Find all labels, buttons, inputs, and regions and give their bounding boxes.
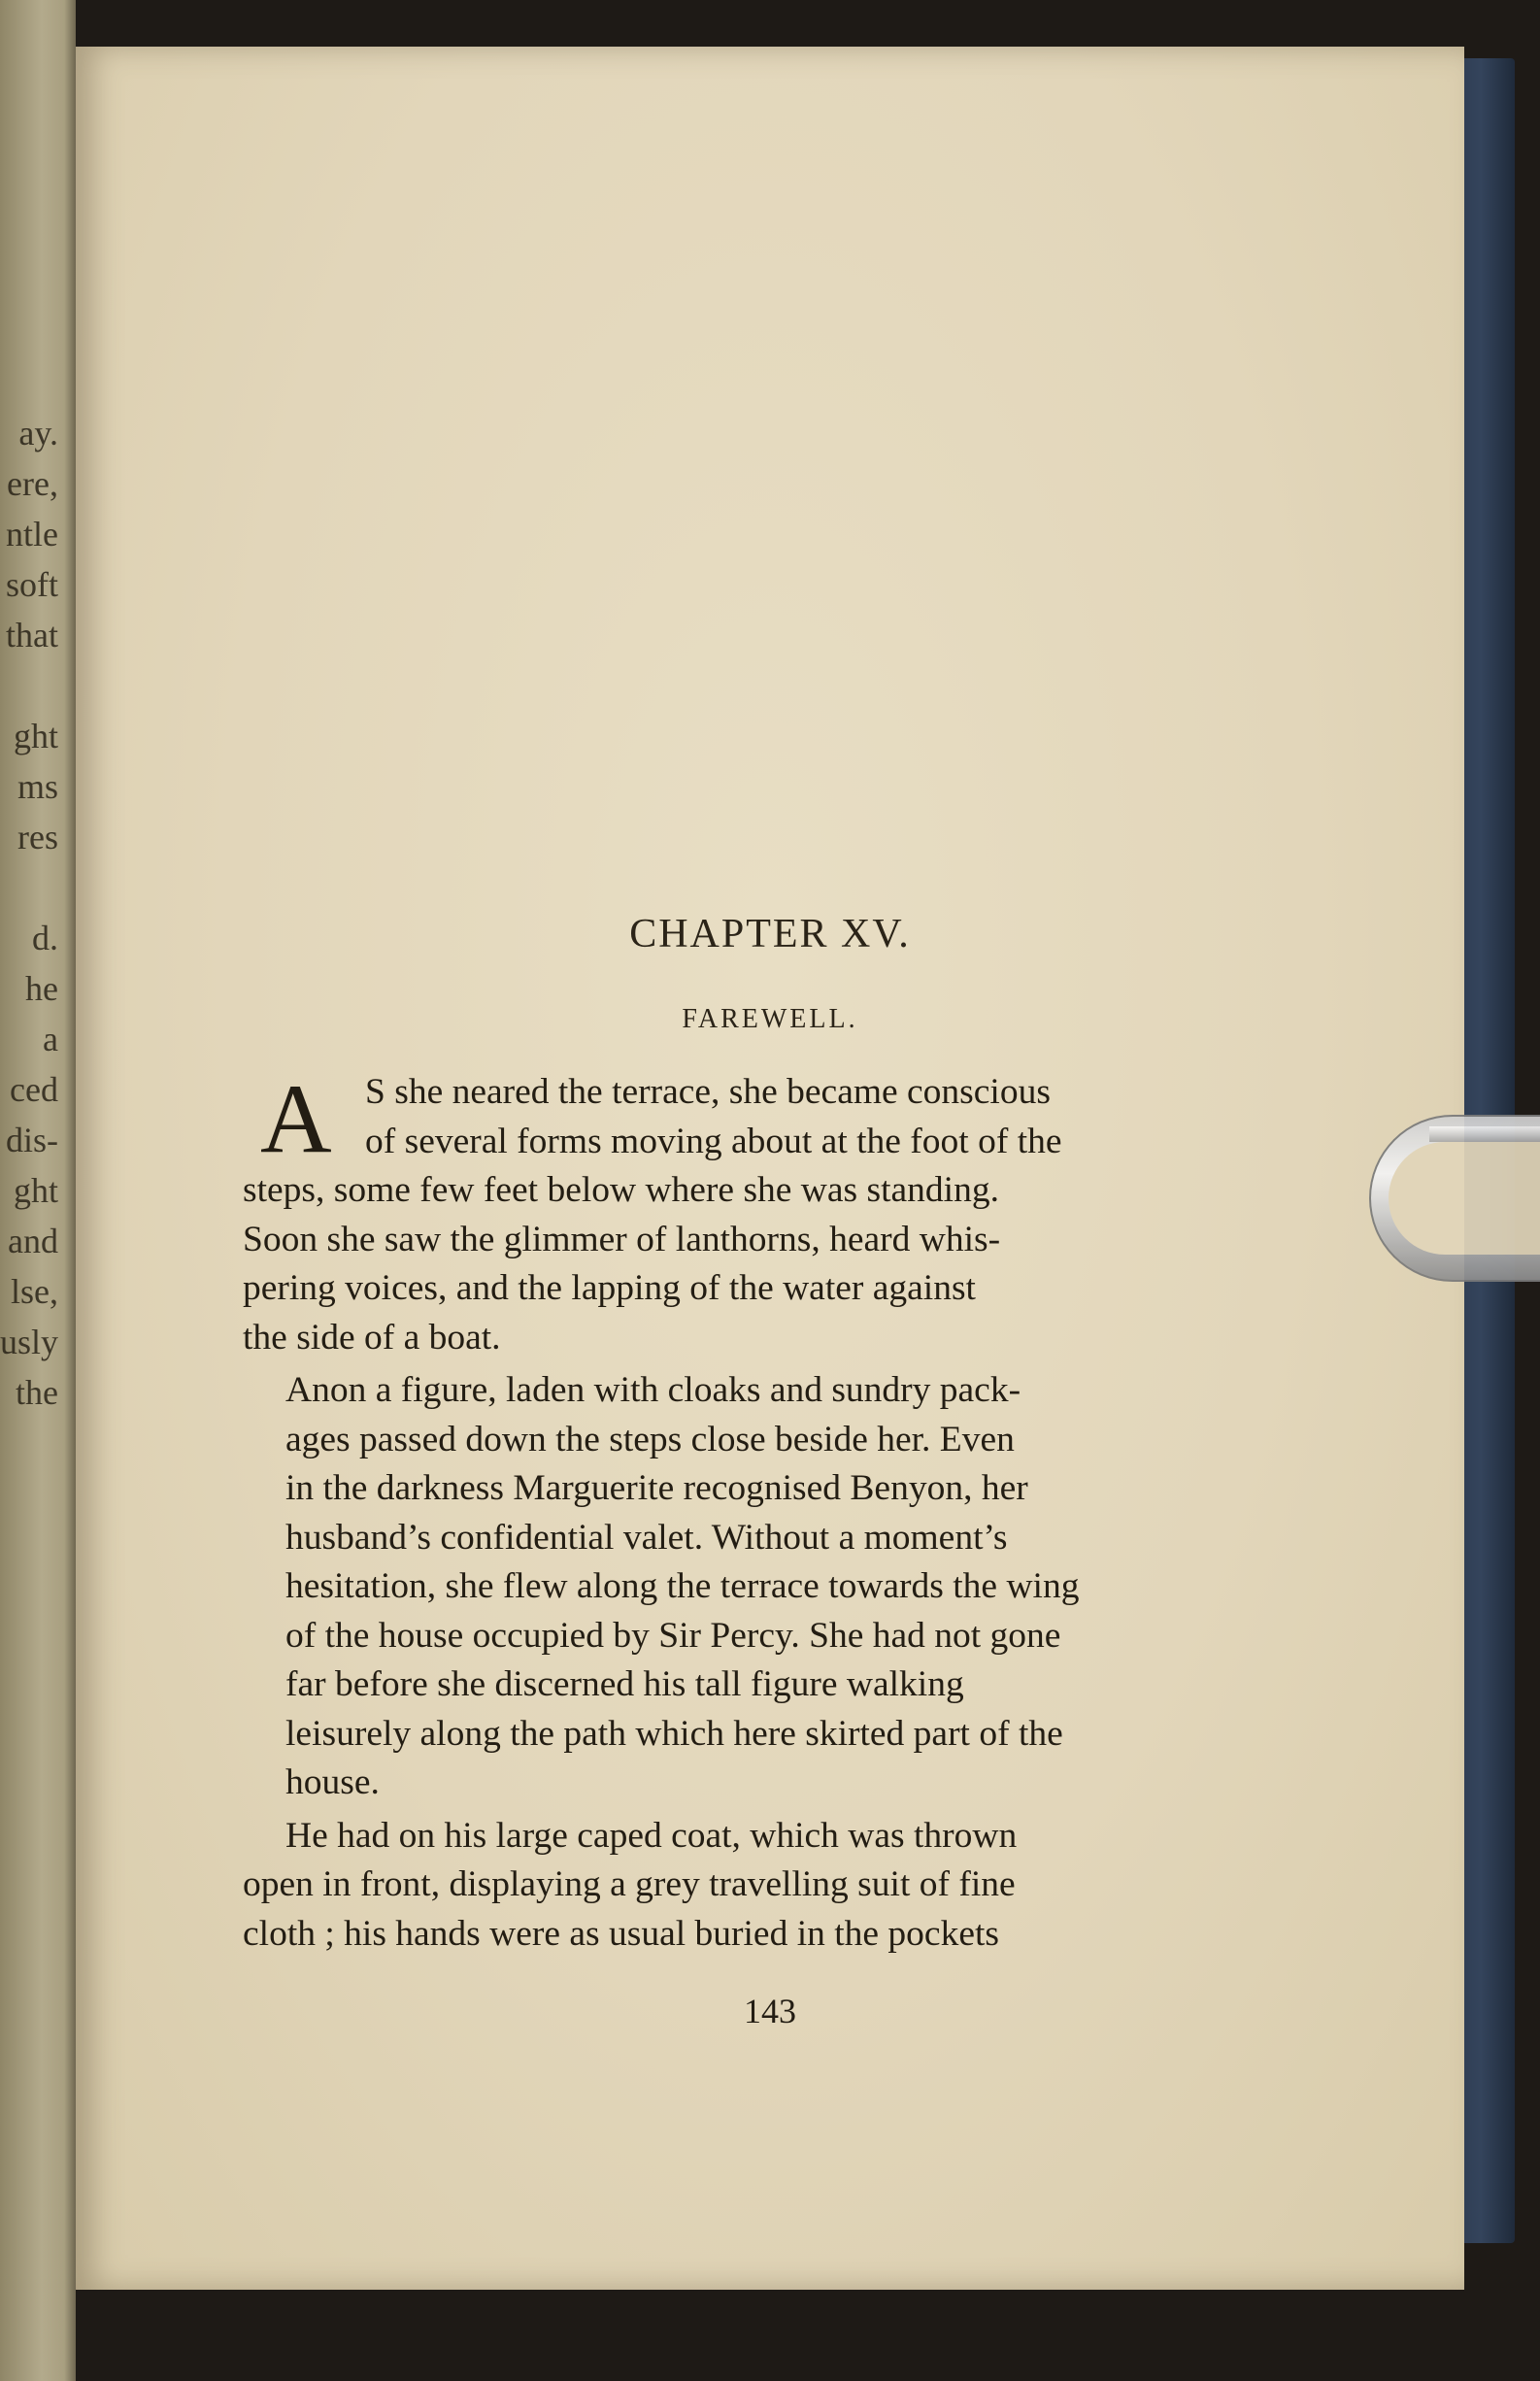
text-line: pering voices, and the lapping of the water against [243, 1268, 976, 1308]
bookmark-clip [1369, 1115, 1540, 1282]
facing-line: ms [17, 767, 58, 806]
facing-line: ay. [18, 414, 58, 453]
facing-line: the [16, 1373, 58, 1412]
facing-line [0, 862, 58, 913]
text-line: of the house occupied by Sir Percy. She had not gone [285, 1615, 1061, 1656]
facing-line: ntle [6, 515, 58, 553]
facing-line [0, 660, 58, 711]
facing-line: ght [13, 1171, 58, 1210]
facing-line: d. [32, 919, 58, 957]
paragraph [243, 1812, 1214, 1960]
paragraph [200, 1366, 1256, 1808]
text-line: hesitation, she flew along the terrace towards the wing [285, 1566, 1080, 1606]
facing-line: ght [13, 717, 58, 755]
text-line: Anon a figure, laden with cloaks and sundry pack- [285, 1370, 1021, 1410]
facing-line: ere, [7, 464, 58, 503]
text-line: ages passed down the steps close beside her. Even [285, 1419, 1015, 1459]
facing-line: lse, [11, 1272, 58, 1311]
text-line: house. [285, 1762, 380, 1802]
facing-line: ced [10, 1070, 58, 1109]
text-line: Soon she saw the glimmer of lanthorns, heard whis- [243, 1219, 1001, 1259]
text-line: husband’s confidential valet. Without a moment’s [285, 1517, 1008, 1558]
facing-line: dis- [6, 1121, 58, 1159]
text-line: S she neared the terrace, she became conscious [365, 1072, 1051, 1112]
text-line: He had on his large caped coat, which was thrown [285, 1815, 1018, 1856]
drop-cap: A [260, 1064, 332, 1174]
facing-line: usly [0, 1323, 58, 1361]
chapter-subtitle: FAREWELL. [682, 1004, 858, 1034]
text-line: the side of a boat. [243, 1317, 501, 1358]
page-number: 143 [744, 1992, 796, 2030]
text-line: open in front, displaying a grey travelling suit of fine [243, 1864, 1016, 1904]
paragraph [243, 1064, 1214, 1362]
chapter-title: CHAPTER XV. [629, 912, 911, 956]
text-line: leisurely along the path which here skirted part of the [285, 1713, 1063, 1754]
facing-line: that [6, 616, 58, 654]
facing-line: res [17, 818, 58, 856]
facing-line: a [43, 1020, 58, 1058]
text-line: cloth ; his hands were as usual buried in the pockets [243, 1913, 999, 1954]
facing-line: and [8, 1222, 58, 1260]
text-line: steps, some few feet below where she was standing. [243, 1170, 999, 1210]
body-text [243, 1064, 1214, 1959]
facing-line: he [25, 969, 58, 1008]
text-line: in the darkness Marguerite recognised Benyon, her [285, 1468, 1028, 1508]
facing-line: soft [6, 565, 58, 604]
text-line: far before she discerned his tall figure walking [285, 1664, 964, 1704]
text-line: of several forms moving about at the foot of the [365, 1121, 1062, 1161]
